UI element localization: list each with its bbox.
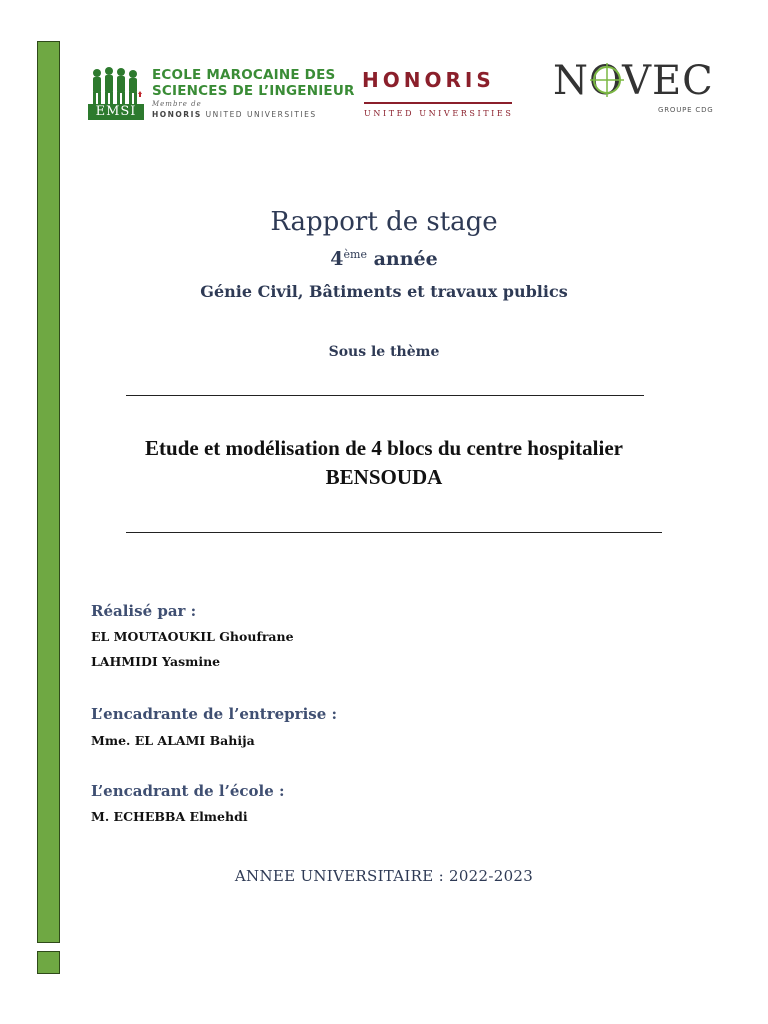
emsi-figures-icon [88, 66, 144, 108]
novec-crosshair-icon [589, 62, 625, 98]
year-word: année [373, 248, 438, 270]
emsi-member-rest: UNITED UNIVERSITIES [205, 110, 317, 119]
author-name: LAHMIDI Yasmine [91, 654, 221, 669]
school-supervisor-name: M. ECHEBBA Elmehdi [91, 809, 248, 824]
honoris-wordmark: HONORIS [362, 68, 495, 92]
study-year [0, 248, 768, 270]
emsi-member-line [152, 110, 317, 119]
company-supervisor-label: L’encadrante de l’entreprise : [91, 705, 338, 723]
company-supervisor-name: Mme. EL ALAMI Bahija [91, 733, 255, 748]
honoris-subtitle: UNITED UNIVERSITIES [364, 109, 514, 118]
theme-intro: Sous le thème [328, 344, 440, 360]
emsi-badge: EMSI [88, 104, 144, 120]
author-name: EL MOUTAOUKIL Ghoufrane [91, 629, 294, 644]
emsi-member-brand: HONORIS [152, 110, 202, 119]
novec-logo [553, 60, 715, 118]
report-subject [100, 434, 668, 492]
bottom-divider [126, 532, 662, 533]
novec-subtitle: GROUPE CDG [658, 106, 714, 114]
subject-line2: BENSOUDA [325, 465, 443, 489]
emsi-member-label: Membre de [152, 100, 202, 108]
authors-label: Réalisé par : [91, 602, 197, 620]
novec-wordmark: NOVEC [553, 58, 714, 104]
school-supervisor-label: L’encadrant de l’école : [91, 782, 285, 800]
top-divider [126, 395, 644, 396]
honoris-rule [364, 102, 512, 104]
emsi-logo [88, 66, 355, 122]
study-field: Génie Civil, Bâtiments et travaux publics [200, 282, 568, 301]
subject-line1: Etude et modélisation de 4 blocs du centre hospitalier [145, 436, 623, 460]
side-accent-square [37, 951, 60, 974]
academic-year: ANNEE UNIVERSITAIRE : 2022-2023 [234, 867, 534, 885]
side-accent-bar [37, 41, 60, 943]
honoris-logo [362, 64, 514, 122]
emsi-name-line2: SCIENCES DE L’INGENIEUR [152, 83, 355, 99]
year-suffix: ème [343, 248, 367, 261]
report-title: Rapport de stage [270, 207, 498, 237]
year-number: 4 [330, 248, 344, 270]
emsi-name-line1: ECOLE MAROCAINE DES [152, 67, 336, 83]
